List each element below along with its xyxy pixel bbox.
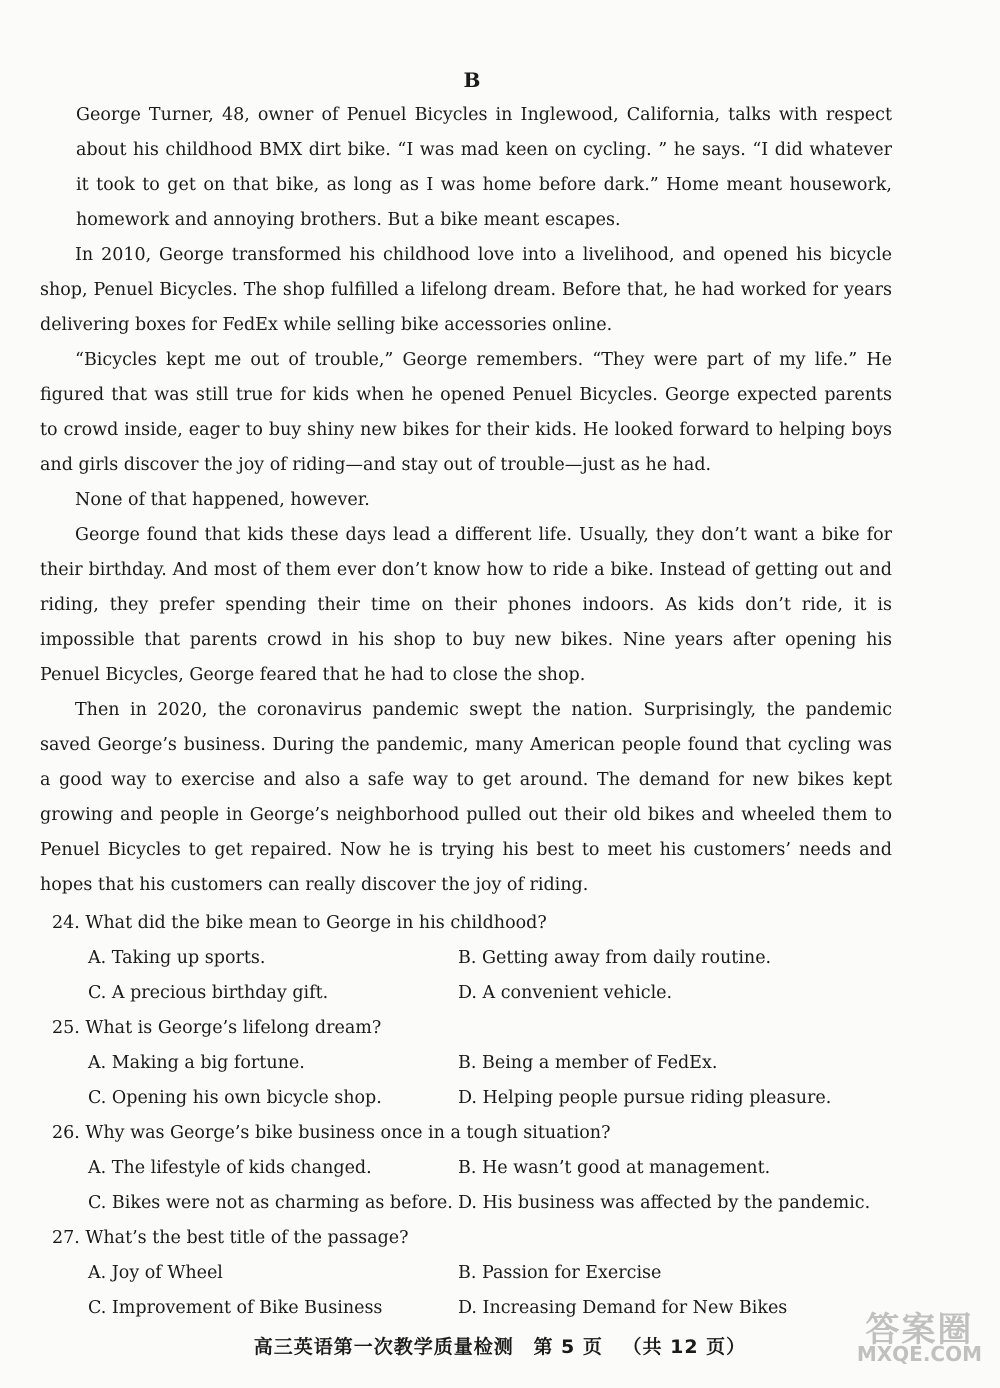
option-group (52, 941, 912, 1011)
option-group (52, 1256, 912, 1326)
paragraph: George found that kids these days lead a different life. Usually, they don’t want a bike for their birthday. And most of them ever don’t know how to ride a bike. Instead of getting out and riding, they prefer spending their time on their phones indoors. As kids don’t ride, it is impossible that parents crowd in his shop to buy new bikes. Nine years after opening his Penuel Bicycles, George feared that he had to close the shop. (40, 525, 892, 685)
paragraph: George Turner, 48, owner of Penuel Bicycles in Inglewood, California, talks with respect about his childhood BMX dirt bike. “I was mad keen on cycling. ” he says. “I did whatever it took to get on that bike, as long as I was home before dark.” Home meant housework, homework and annoying brothers. But a bike meant escapes. (76, 105, 892, 230)
question-stem: 26. Why was George’s bike business once in a tough situation? (52, 1123, 611, 1143)
question-stem: 24. What did the bike mean to George in his childhood? (52, 913, 547, 933)
option-a: A. Taking up sports. (88, 948, 266, 968)
option-b: B. Getting away from daily routine. (458, 948, 772, 968)
option-d: D. His business was affected by the pandemic. (458, 1193, 871, 1213)
page-number: 第 5 页 (533, 1336, 603, 1358)
question-list (52, 906, 912, 1326)
option-c: C. Bikes were not as charming as before. (88, 1193, 453, 1213)
question-26 (52, 1116, 912, 1221)
option-b: B. Being a member of FedEx. (458, 1053, 718, 1073)
paragraph: None of that happened, however. (75, 490, 370, 510)
option-d: D. A convenient vehicle. (458, 983, 673, 1003)
exam-title: 高三英语第一次教学质量检测 (253, 1336, 514, 1358)
watermark-url: MXQE.COM (856, 1342, 982, 1366)
option-c: C. A precious birthday gift. (88, 983, 329, 1003)
option-a: A. Joy of Wheel (88, 1263, 223, 1283)
question-stem: 25. What is George’s lifelong dream? (52, 1018, 382, 1038)
option-c: C. Opening his own bicycle shop. (88, 1088, 382, 1108)
option-d: D. Helping people pursue riding pleasure. (458, 1088, 832, 1108)
option-d: D. Increasing Demand for New Bikes (458, 1298, 788, 1318)
question-24 (52, 906, 912, 1011)
question-stem: 27. What’s the best title of the passage? (52, 1228, 409, 1248)
option-a: A. The lifestyle of kids changed. (88, 1158, 372, 1178)
page-footer (0, 1332, 1000, 1359)
question-27 (52, 1221, 912, 1326)
question-25 (52, 1011, 912, 1116)
paragraph: “Bicycles kept me out of trouble,” George remembers. “They were part of my life.” He figured that was still true for kids when he opened Penuel Bicycles. George expected parents to crowd inside, eager to buy shiny new bikes for their kids. He looked forward to helping boys and girls discover the joy of riding—and stay out of trouble—just as he had. (40, 350, 892, 475)
watermark-text: 答案圈 (865, 1310, 974, 1350)
watermark-logo (856, 1310, 982, 1366)
option-group (52, 1046, 912, 1116)
page-total: （共 12 页） (622, 1336, 747, 1358)
option-group (52, 1151, 912, 1221)
section-heading: B (463, 68, 481, 92)
reading-passage (40, 98, 892, 903)
paragraph: Then in 2020, the coronavirus pandemic swept the nation. Surprisingly, the pandemic saved George’s business. During the pandemic, many American people found that cycling was a good way to exercise and also a safe way to get around. The demand for new bikes kept growing and people in George’s neighborhood pulled out their old bikes and wheeled them to Penuel Bicycles to get repaired. Now he is trying his best to meet his customers’ needs and hopes that his customers can really discover the joy of riding. (40, 700, 892, 895)
option-a: A. Making a big fortune. (88, 1053, 305, 1073)
paragraph: In 2010, George transformed his childhood love into a livelihood, and opened his bicycle shop, Penuel Bicycles. The shop fulfilled a lifelong dream. Before that, he had worked for years delivering boxes for FedEx while selling bike accessories online. (40, 245, 892, 335)
option-c: C. Improvement of Bike Business (88, 1298, 383, 1318)
option-b: B. He wasn’t good at management. (458, 1158, 771, 1178)
option-b: B. Passion for Exercise (458, 1263, 662, 1283)
